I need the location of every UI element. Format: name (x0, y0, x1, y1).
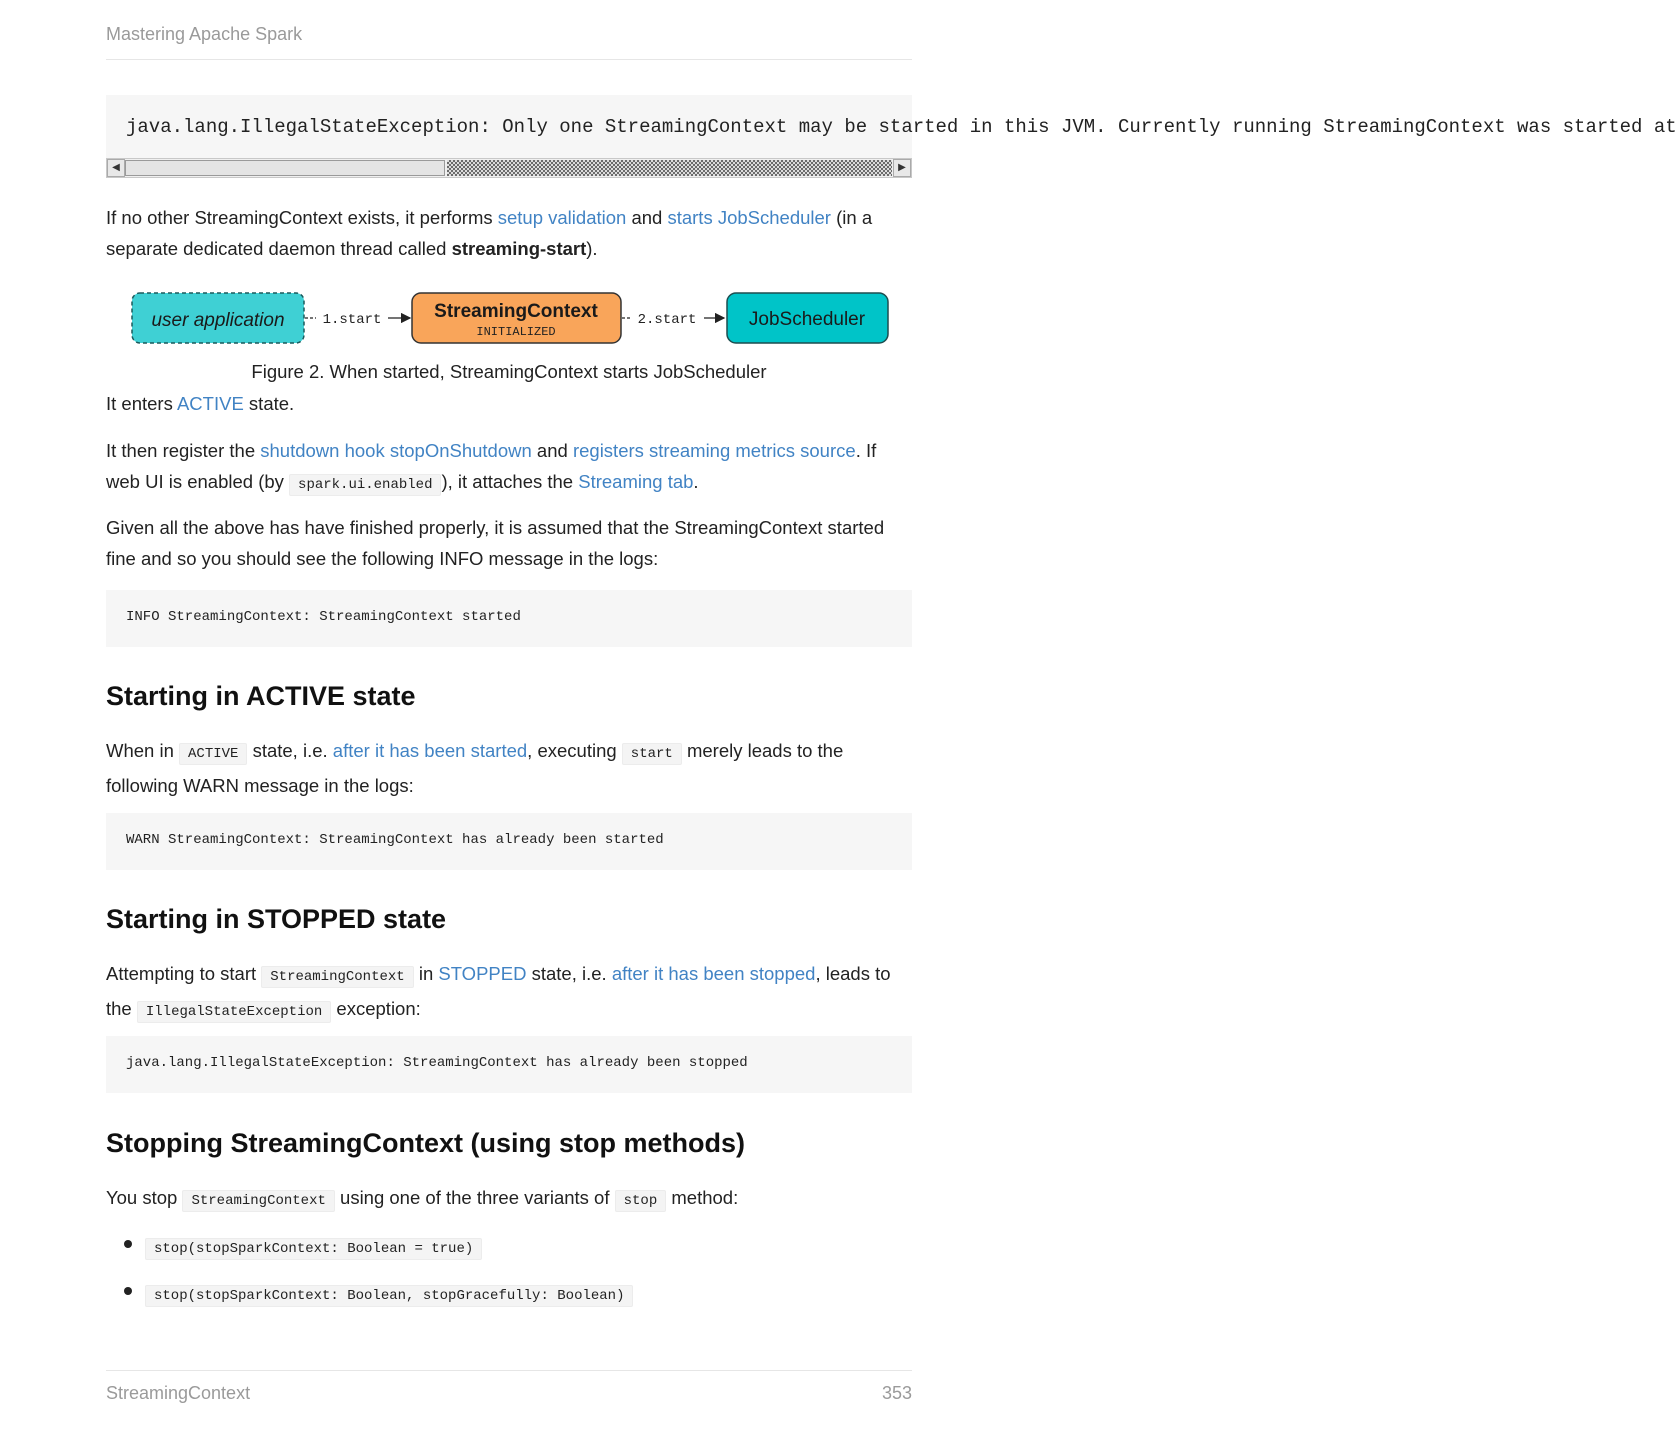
edge-2-label: 2.start (637, 312, 697, 328)
text: state. (243, 393, 295, 414)
paragraph-stopped-state (106, 958, 912, 1028)
link-after-stopped[interactable]: after it has been stopped (611, 963, 816, 984)
text: in (413, 963, 439, 984)
scrollbar-track[interactable] (447, 160, 892, 176)
text: and (626, 207, 668, 228)
inline-code-active: ACTIVE (179, 743, 247, 765)
scroll-right-arrow-icon[interactable]: ▶ (893, 159, 911, 177)
text: exception: (331, 998, 421, 1019)
text: When in (106, 740, 180, 761)
inline-code-streamingcontext: StreamingContext (261, 966, 413, 988)
text: method: (666, 1187, 739, 1208)
link-setup-validation[interactable]: setup validation (497, 207, 627, 228)
list-item (145, 1277, 905, 1312)
paragraph-register (106, 435, 912, 501)
footer-divider (106, 1370, 912, 1371)
text: If no other StreamingContext exists, it performs (106, 207, 498, 228)
code-block-exception-only-one: java.lang.IllegalStateException: Only one StreamingContext may be started in this JVM. Currently running StreamingContext was started at (106, 95, 912, 159)
inline-code-stop-variant-1: stop(stopSparkContext: Boolean = true) (145, 1238, 482, 1260)
bullet-icon (124, 1287, 132, 1295)
list-item (145, 1230, 905, 1265)
link-metrics-source[interactable]: registers streaming metrics source (572, 440, 856, 461)
inline-code-start: start (622, 743, 682, 765)
link-streaming-tab[interactable]: Streaming tab (578, 471, 694, 492)
text: state, i.e. (526, 963, 612, 984)
text: . If web UI is enabled (by (106, 440, 877, 492)
paragraph-stop-variants (106, 1182, 912, 1217)
inline-code-stop: stop (615, 1190, 667, 1212)
text: , executing (527, 740, 622, 761)
running-header: Mastering Apache Spark (106, 24, 912, 60)
figure-streamingcontext-start (106, 284, 912, 354)
code-block-warn-already-started: WARN StreamingContext: StreamingContext has already been started (106, 813, 912, 870)
heading-starting-stopped: Starting in STOPPED state (106, 904, 447, 934)
code-block-exception-stopped: java.lang.IllegalStateException: StreamingContext has already been stopped (106, 1036, 912, 1093)
text: ), it attaches the (441, 471, 579, 492)
text: merely leads to the following WARN message in the logs: (106, 740, 844, 796)
text: It enters (106, 393, 177, 414)
text: Attempting to start (106, 963, 262, 984)
text: and (531, 440, 573, 461)
footer-page-number: 353 (881, 1383, 912, 1403)
paragraph-given-all: Given all the above has have finished properly, it is assumed that the StreamingContext started fine and so you should see the following INFO message in the logs: (106, 517, 885, 569)
paragraph-setup (106, 202, 912, 264)
node-streamingcontext-state: INITIALIZED (476, 325, 556, 339)
link-starts-jobscheduler[interactable]: starts JobScheduler (667, 207, 831, 228)
code-block-info-started: INFO StreamingContext: StreamingContext started (106, 590, 912, 647)
inline-code-streamingcontext: StreamingContext (182, 1190, 334, 1212)
inline-code-stop-variant-2: stop(stopSparkContext: Boolean, stopGracefully: Boolean) (145, 1285, 633, 1307)
text: state, i.e. (247, 740, 333, 761)
inline-code-spark-ui-enabled: spark.ui.enabled (289, 474, 441, 496)
text: You stop (106, 1187, 183, 1208)
text: It then register the (106, 440, 261, 461)
heading-starting-active: Starting in ACTIVE state (106, 681, 416, 711)
text: , leads to the (106, 963, 891, 1019)
text: . (693, 471, 699, 492)
diagram-svg (106, 284, 912, 354)
horizontal-scrollbar[interactable] (106, 158, 912, 178)
link-after-started[interactable]: after it has been started (332, 740, 528, 761)
node-jobscheduler-label: JobScheduler (748, 309, 866, 330)
scrollbar-thumb[interactable] (125, 160, 445, 176)
bullet-icon (124, 1240, 132, 1248)
bold-thread-name: streaming-start (451, 238, 587, 259)
text: (in a separate dedicated daemon thread called (106, 207, 873, 259)
paragraph-active-state (106, 735, 912, 801)
heading-stopping: Stopping StreamingContext (using stop methods) (106, 1128, 745, 1158)
text: ). (586, 238, 598, 259)
link-active[interactable]: ACTIVE (176, 393, 244, 414)
node-streamingcontext-title: StreamingContext (434, 301, 598, 322)
link-stopped[interactable]: STOPPED (438, 963, 527, 984)
node-user-application-label: user application (151, 310, 285, 331)
paragraph-enters-active (106, 388, 912, 419)
link-shutdown-hook[interactable]: shutdown hook stopOnShutdown (260, 440, 532, 461)
scroll-left-arrow-icon[interactable]: ◀ (107, 159, 125, 177)
edge-1-label: 1.start (322, 312, 382, 328)
figure-caption: Figure 2. When started, StreamingContext starts JobScheduler (251, 361, 767, 382)
inline-code-illegalstateexception: IllegalStateException (137, 1001, 331, 1023)
footer-chapter: StreamingContext (106, 1383, 251, 1403)
text: using one of the three variants of (334, 1187, 615, 1208)
